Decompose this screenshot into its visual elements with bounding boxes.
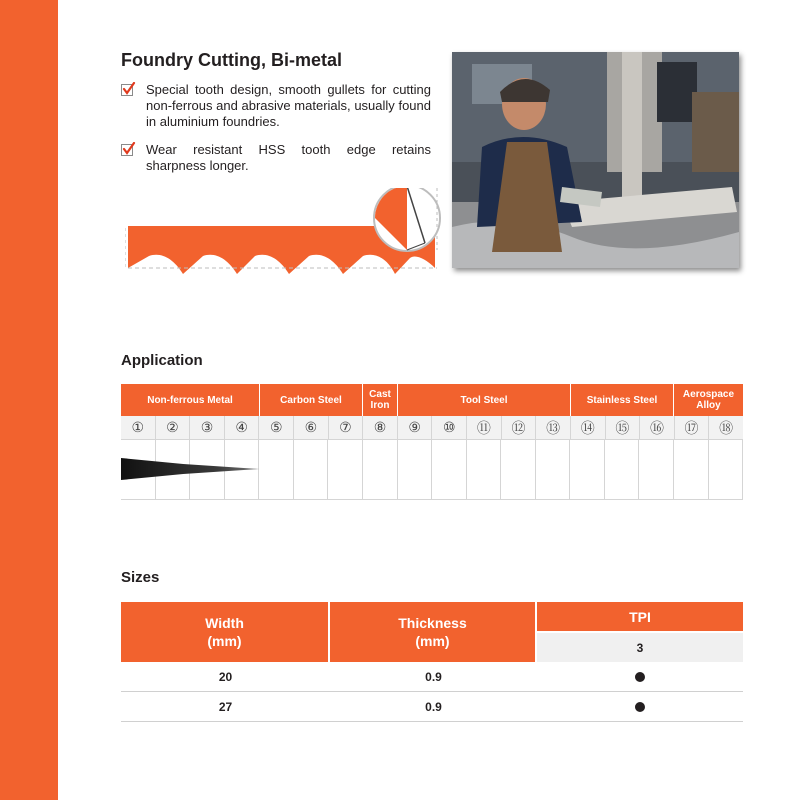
table-row	[121, 662, 743, 692]
material-number: ⑯	[640, 416, 675, 439]
checkbox-icon	[121, 84, 133, 96]
sizes-table	[121, 602, 743, 722]
feature-text: Wear resistant HSS tooth edge retains sharpness longer.	[146, 142, 431, 173]
thickness-header-label: Thickness (mm)	[398, 615, 467, 649]
thickness-cell: 0.9	[425, 699, 442, 714]
material-number: ⑥	[294, 416, 329, 439]
group-non-ferrous-metal: Non-ferrous Metal	[121, 384, 260, 416]
material-number: ⑬	[536, 416, 571, 439]
material-number: ②	[156, 416, 191, 439]
recommended-range-bar	[121, 454, 743, 484]
recommendation-row	[121, 440, 743, 500]
material-number: ⑦	[329, 416, 364, 439]
width-column-header	[121, 602, 328, 662]
material-number: ⑪	[467, 416, 502, 439]
blade-tooth-diagram	[125, 188, 445, 283]
material-number: ⑮	[606, 416, 641, 439]
material-number: ⑫	[502, 416, 537, 439]
material-number: ⑭	[571, 416, 606, 439]
available-dot-icon	[635, 702, 645, 712]
feature-item	[121, 142, 431, 174]
sizes-heading: Sizes	[121, 569, 160, 586]
material-group-header	[121, 384, 743, 416]
application-heading: Application	[121, 352, 203, 369]
width-cell: 27	[218, 699, 233, 714]
sizes-table-header	[121, 602, 743, 662]
material-number: ①	[121, 416, 156, 439]
material-number: ⑱	[719, 419, 734, 436]
product-title: Foundry Cutting, Bi-metal	[121, 50, 342, 70]
thickness-cell: 0.9	[425, 669, 442, 684]
group-stainless-steel: Stainless Steel	[571, 384, 674, 416]
worker-bandsaw-photo	[452, 52, 739, 268]
material-number-row	[121, 416, 743, 440]
feature-item	[121, 82, 431, 130]
group-tool-steel: Tool Steel	[398, 384, 571, 416]
tpi-value-header: 3	[537, 633, 743, 662]
side-color-strip	[0, 0, 58, 800]
width-header-label: Width (mm)	[205, 615, 244, 649]
tpi-column-header: TPI	[537, 602, 743, 631]
material-number: ③	[190, 416, 225, 439]
feature-text: Special tooth design, smooth gullets for cutting non-ferrous and abrasive materials, usually found in aluminium foundries.	[146, 82, 431, 129]
width-cell: 20	[218, 669, 233, 684]
material-number: ⑤	[259, 416, 294, 439]
available-dot-icon	[635, 672, 645, 682]
tpi-cell	[537, 702, 743, 712]
group-cast-iron: Cast Iron	[363, 384, 398, 416]
material-number: ⑧	[363, 416, 398, 439]
thickness-column-header	[330, 602, 535, 662]
material-number: ⑰	[675, 416, 710, 439]
application-table	[121, 384, 743, 500]
feature-list	[121, 82, 431, 186]
group-carbon-steel: Carbon Steel	[260, 384, 363, 416]
table-row	[121, 692, 743, 722]
material-number: ⑨	[398, 416, 433, 439]
checkbox-icon	[121, 144, 133, 156]
tpi-cell	[537, 672, 743, 682]
material-number: ④	[225, 416, 260, 439]
material-number: ⑩	[432, 416, 467, 439]
group-aerospace-alloy: Aerospace Alloy	[682, 389, 735, 411]
